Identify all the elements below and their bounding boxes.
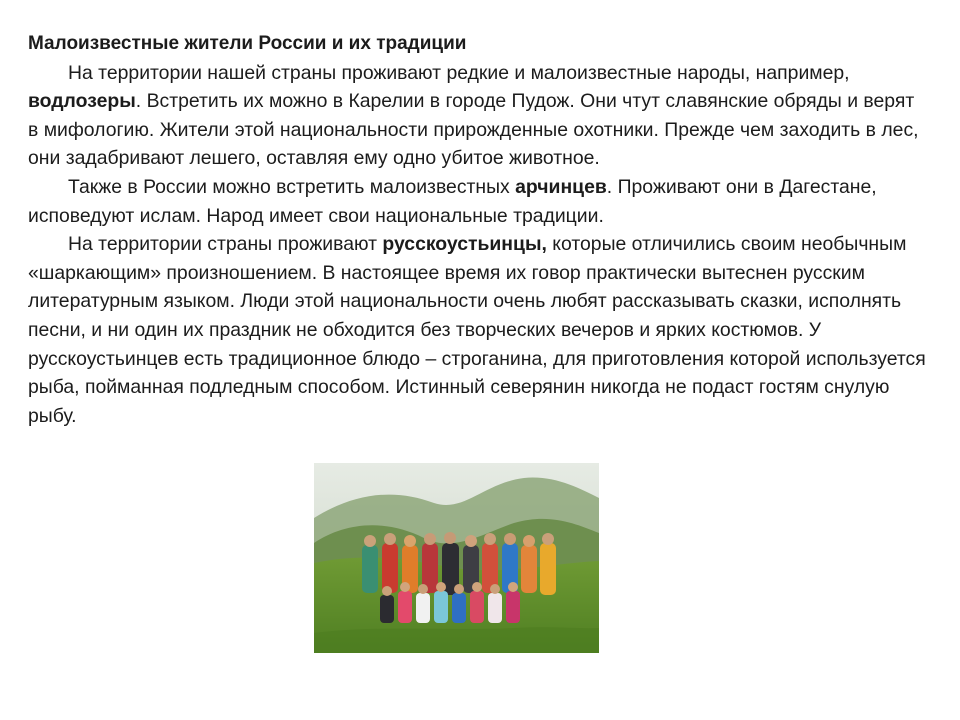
paragraph-archintsy <box>28 173 928 230</box>
paragraph-text: которые отличились своим необычным «шаркающим» произношением. В настоящее время их говор практически вытеснен русским литературным языком. Люди этой национальности очень любят рассказывать сказки, исполнять песни, и ни один их праздник не обходится без творческих вечеров и ярких костюмов. У русскоустьинцев есть традиционное блюдо – строганина, для приготовления которой используется рыба, пойманная подледным способом. Истинный северянин никогда не подаст гостям снулую рыбу. <box>28 233 926 427</box>
paragraph-russkoustintsy <box>28 230 928 430</box>
paragraph-text: . Встретить их можно в Карелии в городе Пудож. Они чтут славянские обряды и верят в мифологию. Жители этой национальности прирожденные охотники. Прежде чем заходить в лес, они задабривают лешего, оставляя ему одно убитое животное. <box>28 90 919 170</box>
group-photo <box>314 463 599 653</box>
paragraph-text: На территории страны проживают <box>68 233 383 256</box>
paragraph-text: На территории нашей страны проживают редкие и малоизвестные народы, например, <box>68 61 850 84</box>
people-name-bold: водлозеры <box>28 90 136 113</box>
paragraph-vodlozery <box>28 59 928 173</box>
paragraph-text: Также в России можно встретить малоизвестных <box>68 175 516 198</box>
paragraph-text: . Проживают они в Дагестане, исповедуют ислам. Народ имеет свои национальные традиции. <box>28 175 877 227</box>
slide-title: Малоизвестные жители России и их традиции <box>28 33 467 54</box>
people-name-bold: русскоустьинцы, <box>382 233 547 256</box>
text-block <box>28 30 928 430</box>
group-photo-illustration <box>314 463 599 653</box>
people-name-bold: арчинцев <box>515 175 607 198</box>
